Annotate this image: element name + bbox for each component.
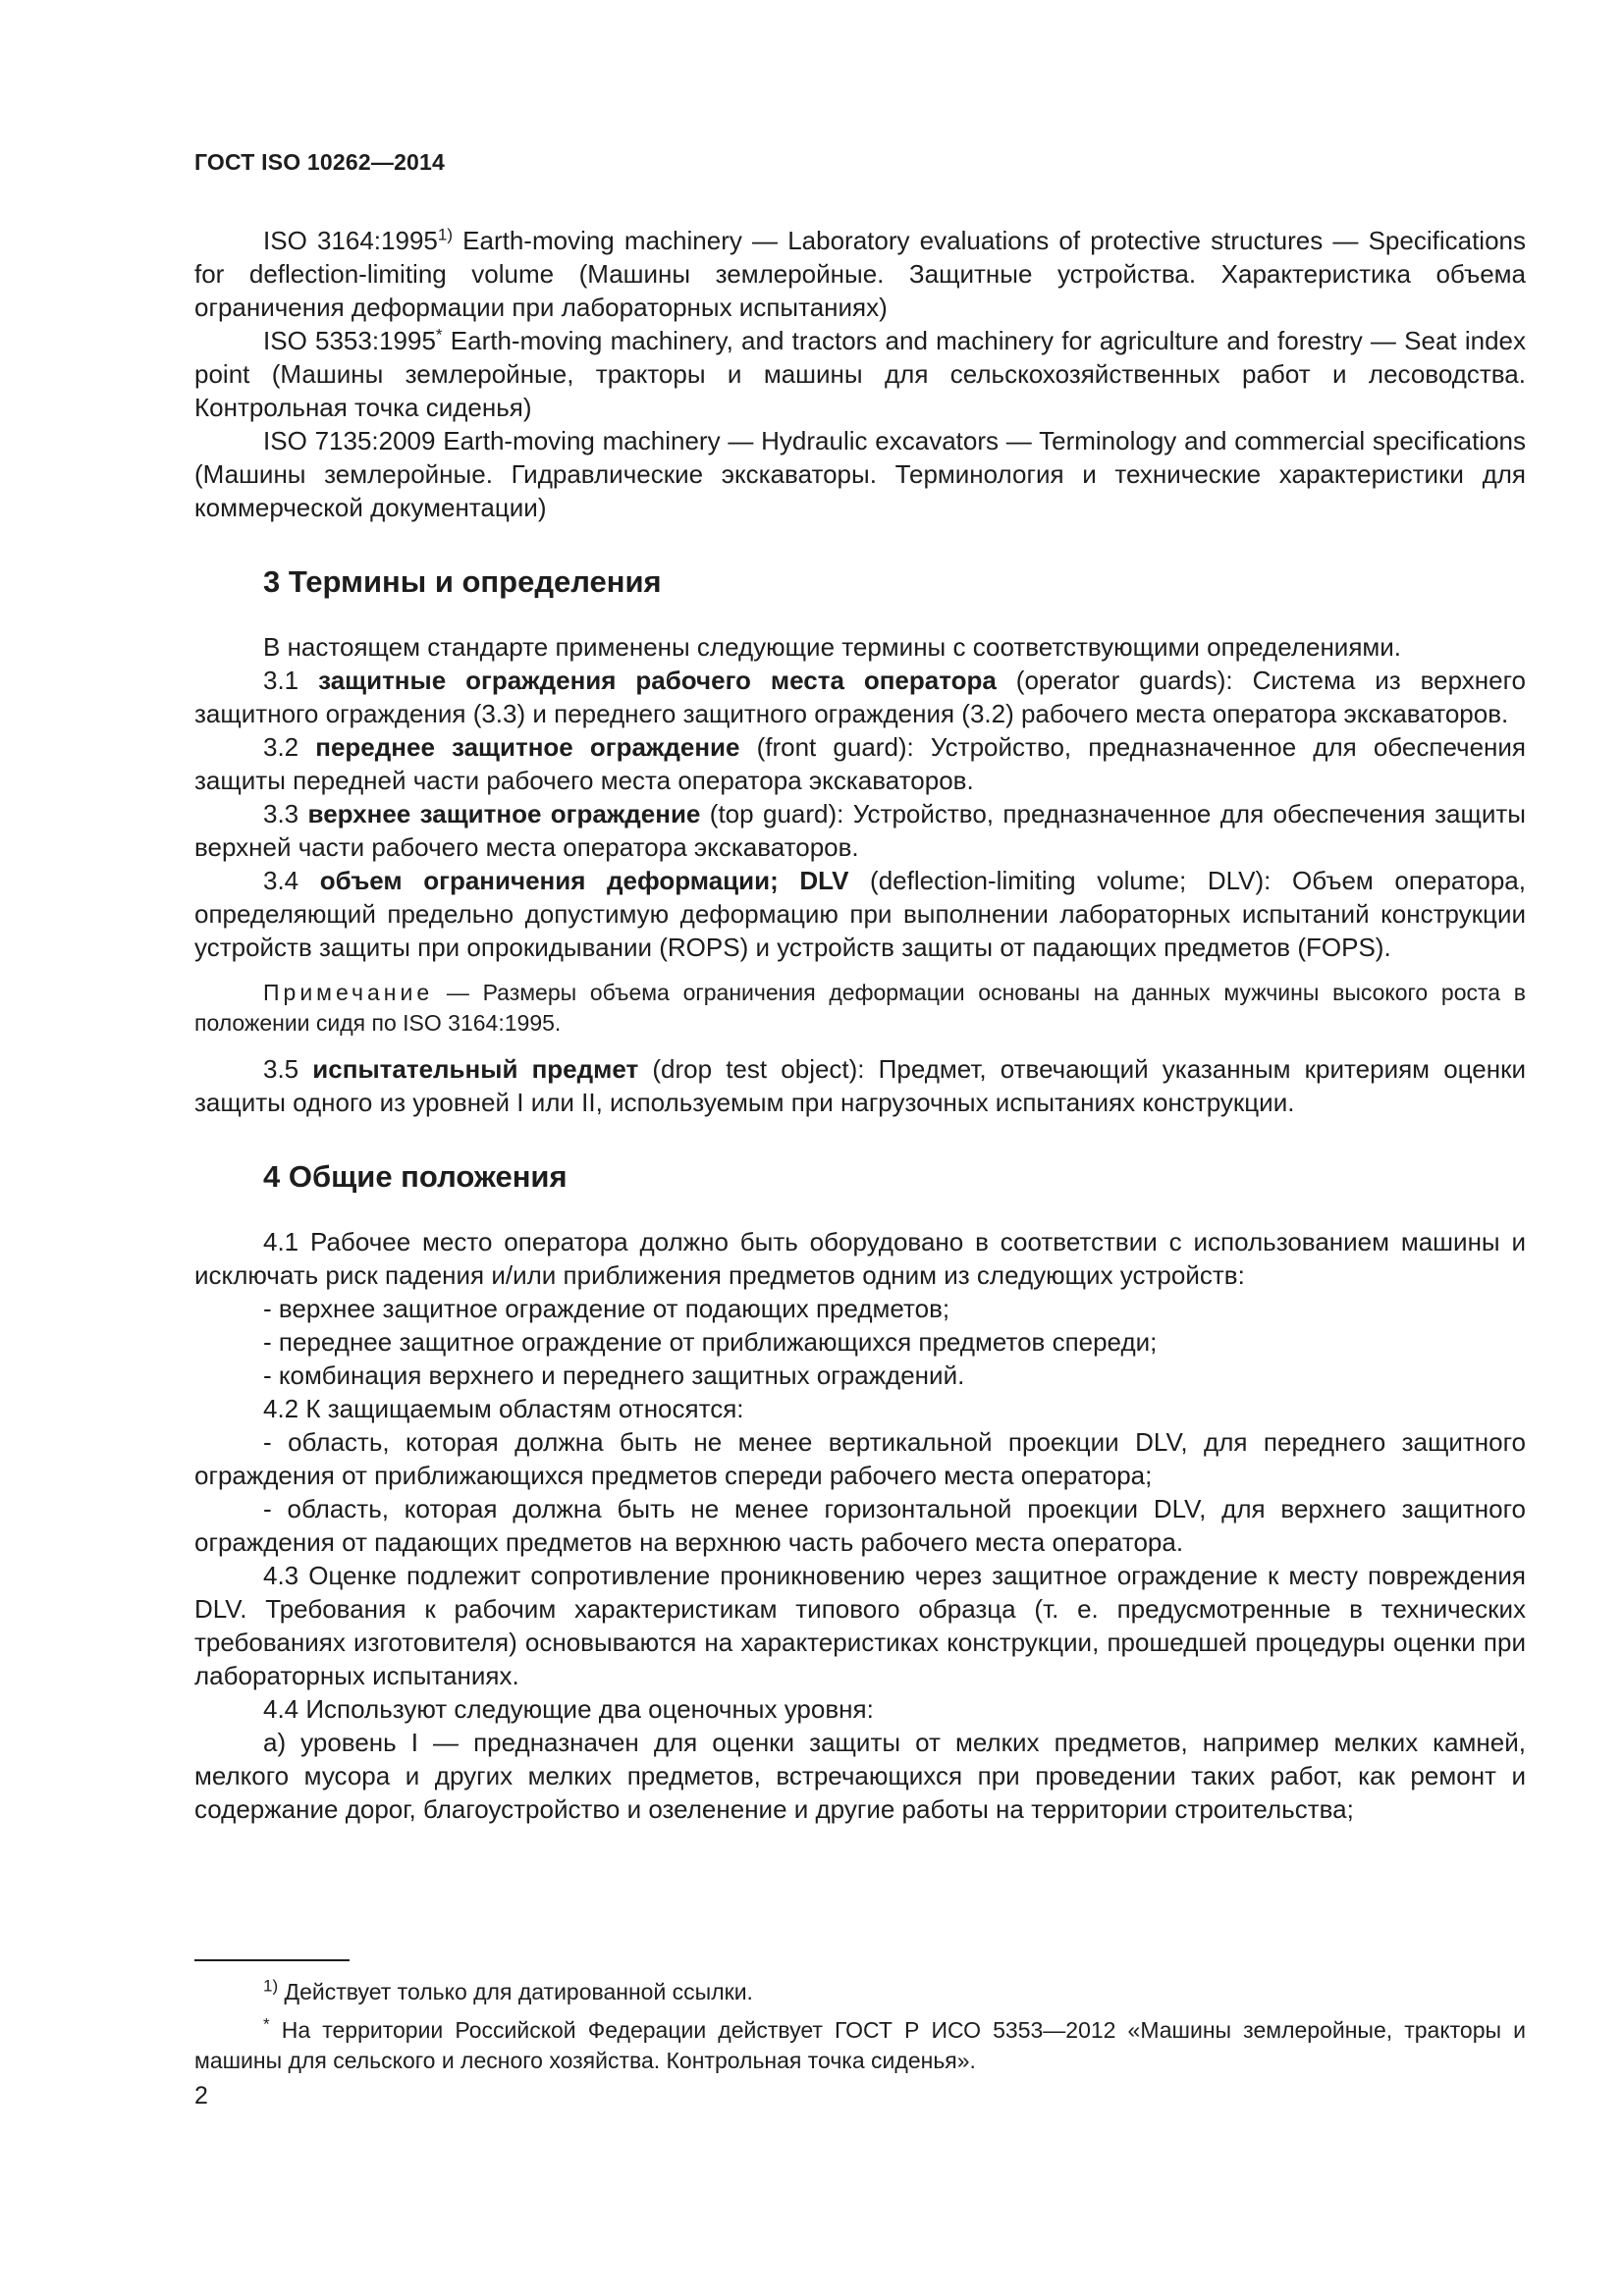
term-name: защитные ограждения рабочего места оператора [318, 666, 997, 695]
clause-4-2: 4.2 К защищаемым областям относятся: [263, 1394, 744, 1423]
term-definition: (deflection-limiting volume; DLV): Объем оператора, определяющий предельно допустимую деформацию при выполнении лабораторных испытаний конструкции устройств защиты при опрокидывании (ROPS) и устройств защиты от падающих предметов (FOPS). [194, 866, 1526, 962]
footnotes [194, 1977, 1526, 2084]
document-body [194, 224, 1526, 1826]
reference-code: ISO 5353:1995 [263, 326, 436, 355]
reference-text: Earth-moving machinery — Laboratory evaluations of protective structures — Specifications for deflection-limiting volume (Машины землеройные. Защитные устройства. Характеристика объема ограничения деформации при лабораторных испытаниях) [194, 226, 1526, 322]
clause-4-4-a: а) уровень I — предназначен для оценки защиты от мелких предметов, например мелких камней, мелкого мусора и других мелких предметов, встречающихся при проведении таких работ, как ремонт и содержание дорог, благоустройство и озеленение и другие работы на территории строительства; [194, 1728, 1526, 1824]
term-name: объем ограничения деформации; DLV [319, 866, 849, 895]
term-number: 3.2 [263, 732, 316, 762]
term-number: 3.1 [263, 666, 319, 695]
term-number: 3.4 [263, 866, 320, 895]
reference-iso-5353 [194, 324, 1526, 424]
list-item: - переднее защитное ограждение от приближающихся предметов спереди; [263, 1327, 1158, 1357]
footnote-1 [194, 1977, 1526, 2007]
section-3-heading: 3 Термины и определения [263, 564, 662, 599]
page-number: 2 [194, 2082, 208, 2109]
term-name: верхнее защитное ограждение [307, 799, 701, 828]
footnote-2 [194, 2015, 1526, 2076]
document-code-header: ГОСТ ISO 10262—2014 [194, 149, 446, 175]
term-definition: (front guard): Устройство, предназначенное для обеспечения защиты передней части рабочего места оператора экскаваторов. [194, 732, 1527, 795]
clause-4-1: 4.1 Рабочее место оператора должно быть оборудовано в соответствии с использованием машины и исключать риск падения и/или приближения предметов одним из следующих устройств: [194, 1227, 1526, 1290]
footnote-separator [194, 1959, 350, 1961]
section-3-intro: В настоящем стандарте применены следующие термины с соответствующими определениями. [263, 632, 1402, 662]
term-3-1 [194, 664, 1526, 730]
term-name: переднее защитное ограждение [315, 732, 740, 762]
clause-4-3: 4.3 Оценке подлежит сопротивление проникновению через защитное ограждение к месту повреждения DLV. Требования к рабочим характеристикам типового образца (т. е. предусмотренные в технических требованиях изготовителя) основываются на характеристиках конструкции, прошедшей процедуры оценки при лабораторных испытаниях. [194, 1561, 1526, 1690]
section-4-heading: 4 Общие положения [263, 1159, 568, 1194]
reference-iso-7135: ISO 7135:2009 Earth-moving machinery — Hydraulic excavators — Terminology and commercial specifications (Машины землеройные. Гидравлические экскаваторы. Терминология и технические характеристики для коммерческой документации) [194, 426, 1526, 522]
note-paragraph [194, 978, 1526, 1039]
list-item: - верхнее защитное ограждение от подающих предметов; [263, 1294, 950, 1323]
footnote-mark: 1) [437, 225, 453, 244]
list-item: - область, которая должна быть не менее вертикальной проекции DLV, для переднего защитного ограждения от приближающихся предметов спереди рабочего места оператора; [194, 1427, 1526, 1490]
list-item: - область, которая должна быть не менее горизонтальной проекции DLV, для верхнего защитного ограждения от падающих предметов на верхнюю часть рабочего места оператора. [194, 1494, 1526, 1557]
footnote-mark: * [263, 2014, 270, 2034]
term-3-3 [194, 797, 1526, 864]
footnote-mark: 1) [263, 1976, 279, 1996]
term-definition: (drop test object): Предмет, отвечающий указанным критериям оценки защиты одного из уровней I или II, используемым при нагрузочных испытаниях конструкции. [194, 1054, 1526, 1117]
note-text: — Размеры объема ограничения деформации основаны на данных мужчины высокого роста в положении сидя по ISO 3164:1995. [194, 980, 1526, 1036]
list-item: - комбинация верхнего и переднего защитных ограждений. [263, 1361, 965, 1390]
term-3-2 [194, 730, 1526, 797]
footnote-text: Действует только для датированной ссылки. [278, 1979, 753, 2004]
reference-iso-3164 [194, 224, 1526, 324]
footnote-text: На территории Российской Федерации действует ГОСТ Р ИСО 5353—2012 «Машины землеройные, тракторы и машины для сельского и лесного хозяйства. Контрольная точка сиденья». [194, 2017, 1526, 2073]
term-3-5 [194, 1052, 1526, 1119]
term-number: 3.5 [263, 1054, 313, 1084]
reference-code: ISO 3164:1995 [263, 226, 438, 255]
footnote-mark: * [435, 325, 443, 345]
note-label: Примечание [263, 980, 434, 1005]
reference-text: Earth-moving machinery, and tractors and machinery for agriculture and forestry — Seat index point (Машины землеройные, тракторы и машины для сельскохозяйственных работ и лесоводства. Контрольная точка сиденья) [194, 326, 1526, 422]
term-3-4 [194, 864, 1526, 964]
term-number: 3.3 [263, 799, 308, 828]
term-definition: (top guard): Устройство, предназначенное для обеспечения защиты верхней части рабочего места оператора экскаваторов. [194, 799, 1526, 862]
term-definition: (operator guards): Система из верхнего защитного ограждения (3.3) и переднего защитного ограждения (3.2) рабочего места оператора экскаваторов. [194, 666, 1526, 728]
clause-4-4: 4.4 Используют следующие два оценочных уровня: [263, 1694, 874, 1724]
term-name: испытательный предмет [312, 1054, 639, 1084]
